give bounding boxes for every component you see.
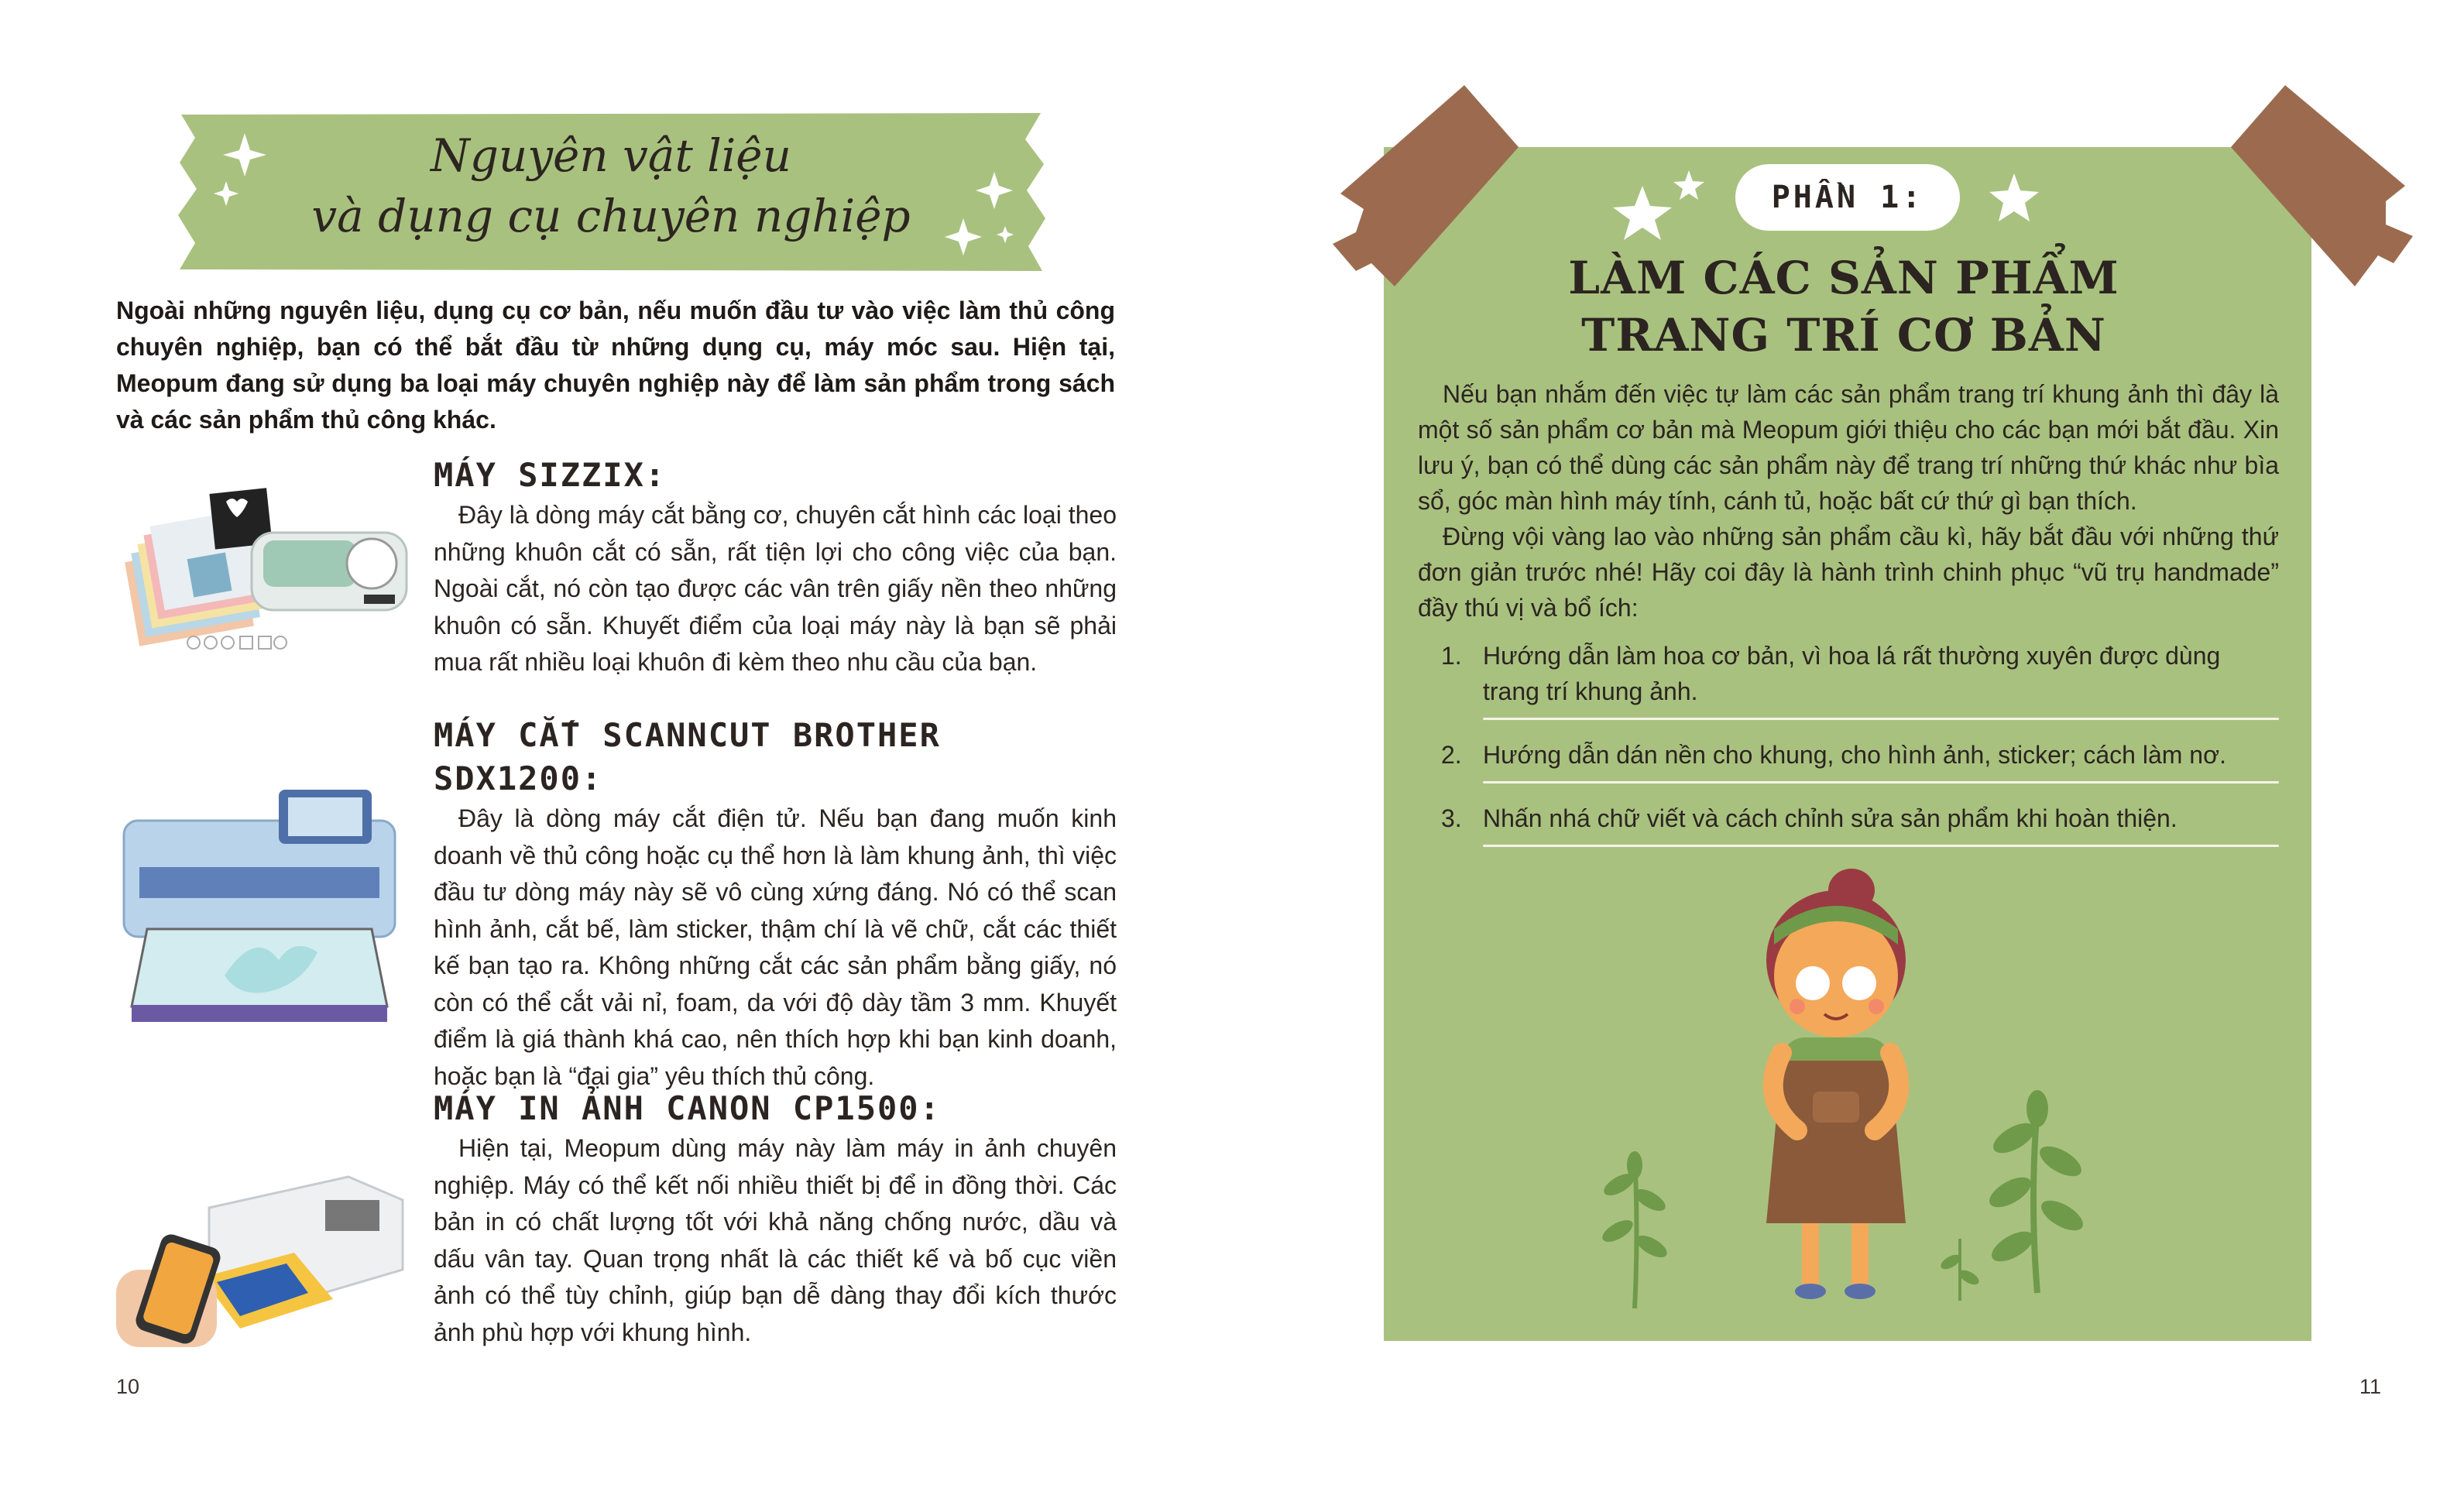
tool-description: Đây là dòng máy cắt điện tử. Nếu bạn đang muốn kinh doanh về thủ công hoặc cụ thể hơn là làm khung ảnh, thì việc đầu tư dòng máy này sẽ vô cùng xứng đáng. Nó có thể scan hình ảnh, cắt bế, làm sticker, thậm chí là vẽ chữ, cắt các thiết kế bạn tạo ra. Không những cắt các sản phẩm bằng giấy, nó còn có thể cắt vải nỉ, foam, da với độ dày tầm 3 mm. Khuyết điểm là giá thành khá cao, nên thích hợp khi bạn kinh doanh, hoặc bạn là “đại gia” yêu thích thủ công. xyxy=(434,804,1117,1090)
step-text: Hướng dẫn làm hoa cơ bản, vì hoa lá rất thường xuyên được dùng trang trí khung ảnh. xyxy=(1483,642,2221,705)
tool-title: MÁY SIZZIX: xyxy=(434,456,667,494)
banner-title-line2: và dụng cụ chuyên nghiệp xyxy=(311,190,911,242)
step-number: 2. xyxy=(1441,741,1462,769)
intro-text xyxy=(1418,376,2279,626)
tool-scanncut xyxy=(434,714,1117,1095)
girl-illustration xyxy=(1588,859,2084,1324)
banner-title-line1: Nguyên vật liệu xyxy=(431,129,791,182)
step-text: Hướng dẫn dán nền cho khung, cho hình ảnh, sticker; cách làm nơ. xyxy=(1483,741,2226,769)
star-icon xyxy=(1604,155,1712,240)
banner-title xyxy=(173,125,1048,246)
part-label: PHẦN 1: xyxy=(1735,164,1960,231)
sizzix-machine-image xyxy=(116,478,410,664)
step-text: Nhấn nhá chữ viết và cách chỉnh sửa sản phẩm khi hoàn thiện. xyxy=(1483,804,2177,832)
intro-paragraph-2: Đừng vội vàng lao vào những sản phẩm cầu kì, hãy bắt đầu với những thứ đơn giản trước nhé! Hãy coi đây là hành trình chinh phục “vũ trụ handmade” đầy thú vị và bổ ích: xyxy=(1418,523,2279,622)
tool-title: MÁY IN ẢNH CANON CP1500: xyxy=(434,1089,941,1127)
section-title-line1: LÀM CÁC SẢN PHẨM xyxy=(1568,252,2119,304)
right-tape xyxy=(2200,77,2417,294)
section-banner xyxy=(173,110,1048,274)
section-title xyxy=(1542,249,2146,364)
section-title-line2: TRANG TRÍ CƠ BẢN xyxy=(1581,309,2106,362)
scanncut-machine-image xyxy=(116,782,403,1030)
step-item xyxy=(1418,801,2279,847)
steps-list xyxy=(1418,638,2279,864)
page-number: 11 xyxy=(2359,1375,2382,1398)
canon-printer-image xyxy=(116,1161,410,1347)
tool-sizzix xyxy=(434,454,1117,681)
tool-description: Đây là dòng máy cắt bằng cơ, chuyên cắt hình các loại theo những khuôn cắt có sẵn, rất tiện lợi cho công việc của bạn. Ngoài cắt, nó còn tạo được các vân trên giấy nền theo những khuôn có sẵn. Khuyết điểm của loại máy này là bạn sẽ phải mua rất nhiều loại khuôn đi kèm theo nhu cầu của bạn. xyxy=(434,501,1117,676)
step-number: 1. xyxy=(1441,642,1462,670)
step-number: 3. xyxy=(1441,804,1462,832)
star-icon xyxy=(1983,170,2045,225)
page-number: 10 xyxy=(116,1375,140,1398)
tool-canon xyxy=(434,1087,1117,1351)
intro-paragraph: Ngoài những nguyên liệu, dụng cụ cơ bản, nếu muốn đầu tư vào việc làm thủ công chuyên nghiệp, bạn có thể bắt đầu từ những dụng cụ, máy móc sau. Hiện tại, Meopum đang sử dụng ba loại máy chuyên nghiệp này để làm sản phẩm trong sách và các sản phẩm thủ công khác. xyxy=(116,297,1115,434)
tool-description: Hiện tại, Meopum dùng máy này làm máy in ảnh chuyên nghiệp. Máy có thể kết nối nhiều thiết bị để in đồng thời. Các bản in có chất lượng tốt với khả năng chống nước, dầu và dấu vân tay. Quan trọng nhất là các thiết kế và bố cục viền ảnh có thể tùy chỉnh, giúp bạn dễ dàng thay đổi kích thước ảnh phù hợp với khung hình. xyxy=(434,1134,1117,1346)
step-item xyxy=(1418,638,2279,720)
step-item xyxy=(1418,737,2279,783)
left-tape xyxy=(1333,77,1534,294)
intro-paragraph-1: Nếu bạn nhắm đến việc tự làm các sản phẩm trang trí khung ảnh thì đây là một số sản phẩm cơ bản mà Meopum giới thiệu cho các bạn mới bắt đầu. Xin lưu ý, bạn có thể dùng các sản phẩm này để trang trí những thứ khác như bìa sổ, góc màn hình máy tính, cánh tủ, hoặc bất cứ thứ gì bạn thích. xyxy=(1418,380,2279,515)
right-page xyxy=(1232,0,2464,1488)
tool-title: MÁY CẮT SCANNCUT BROTHER SDX1200: xyxy=(434,716,941,797)
